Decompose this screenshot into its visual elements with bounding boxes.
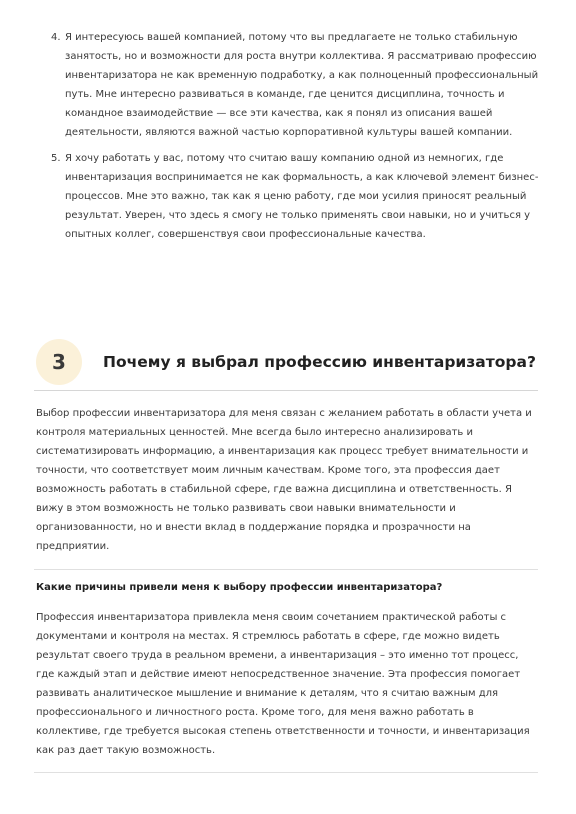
divider [34, 569, 538, 570]
list-item [51, 28, 543, 142]
list-item-text: Я хочу работать у вас, потому что считаю вашу компанию одной из немногих, где инвентаризация воспринимается не как формальность, а как ключевой элемент бизнес-процессов. Мне это важно, так как я ценю работу, где мои усилия приносят реальный результат. Уверен, что здесь я смогу не только применять свои навыки, но и учиться у опытных коллег, совершенствуя свои профессиональные качества. [65, 153, 539, 240]
list-item-number: 5. [51, 153, 61, 164]
section-intro-paragraph: Выбор профессии инвентаризатора для меня связан с желанием работать в области учета и контроля материальных ценностей. Мне всегда было интересно анализировать и систематизировать информацию, а инвентаризация как процесс требует внимательности и точности, что соответствует моим личным качествам. Кроме того, эта профессия дает возможность работать в стабильной сфере, где важна дисциплина и ответственность. Я вижу в этом возможность не только развивать свои навыки внимательности и организованности, но и внести вклад в поддержание порядка и прозрачности на предприятии. [36, 408, 532, 552]
list-item-text: Я интересуюсь вашей компанией, потому что вы предлагаете не только стабильную занятость, но и возможности для роста внутри коллектива. Я рассматриваю профессию инвентаризатора не как временную подработку, а как полноценный профессиональный путь. Мне интересно развиваться в команде, где ценится дисциплина, точность и командное взаимодействие — все эти качества, как я понял из описания вашей деятельности, являются важной частью корпоративной культуры вашей компании. [65, 32, 539, 138]
answer-paragraph: Профессия инвентаризатора привлекла меня своим сочетанием практической работы с документами и контроля на местах. Я стремлюсь работать в сфере, где можно видеть результат своего труда в реальном времени, а инвентаризация – это именно тот процесс, где каждый этап и действие имеют непосредственное значение. Эта профессия помогает развивать аналитическое мышление и внимание к деталям, что я считаю важным для профессионального и личностного роста. Кроме того, для меня важно работать в коллективе, где требуется высокая степень ответственности и точности, и инвентаризация как раз дает такую возможность. [36, 612, 530, 756]
list-item [51, 149, 543, 244]
section-title: Почему я выбрал профессию инвентаризатора? [103, 353, 536, 371]
divider [34, 772, 538, 773]
question-heading: Какие причины привели меня к выбору профессии инвентаризатора? [36, 582, 443, 593]
section-number-badge: 3 [36, 339, 82, 385]
list-item-number: 4. [51, 32, 61, 43]
section-header [34, 340, 538, 391]
numbered-list [51, 28, 543, 251]
